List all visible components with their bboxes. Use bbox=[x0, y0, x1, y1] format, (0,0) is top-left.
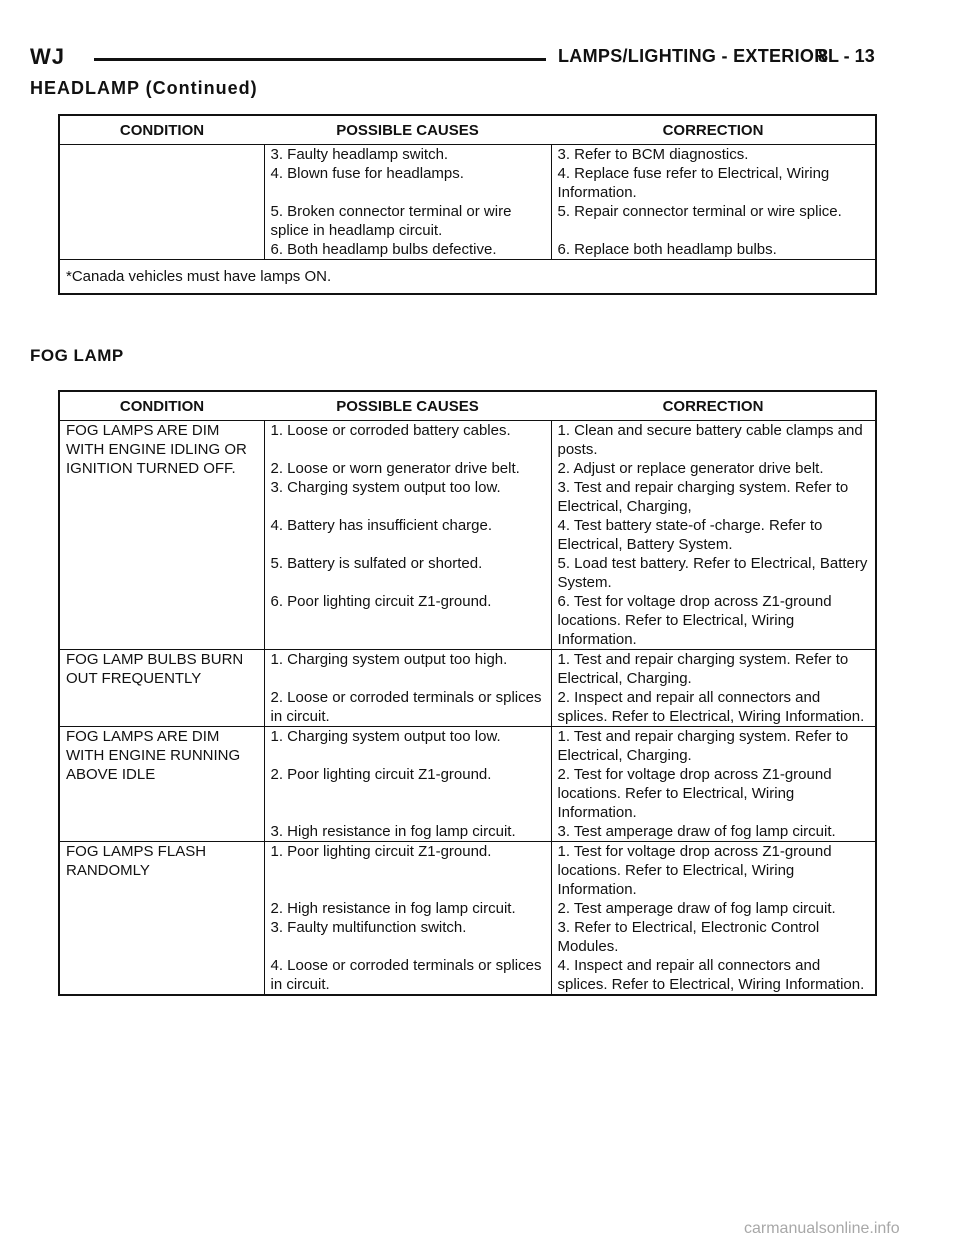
table-row bbox=[59, 421, 876, 460]
correction-cell: 3. Refer to BCM diagnostics. bbox=[551, 145, 876, 165]
table-row bbox=[59, 727, 876, 766]
cause-cell: 2. Loose or corroded terminals or splices in circuit. bbox=[264, 688, 551, 727]
cause-cell: 1. Charging system output too low. bbox=[264, 727, 551, 766]
condition-cell bbox=[59, 145, 264, 260]
table-header-row bbox=[59, 115, 876, 145]
correction-cell: 6. Replace both headlamp bulbs. bbox=[551, 240, 876, 260]
cause-cell: 2. Poor lighting circuit Z1-ground. bbox=[264, 765, 551, 822]
correction-cell: 1. Test and repair charging system. Refer to Electrical, Charging. bbox=[551, 727, 876, 766]
cause-cell: 6. Poor lighting circuit Z1-ground. bbox=[264, 592, 551, 650]
continued-title: HEADLAMP (Continued) bbox=[30, 78, 258, 98]
column-header-condition: CONDITION bbox=[59, 391, 264, 421]
cause-cell: 1. Poor lighting circuit Z1-ground. bbox=[264, 842, 551, 900]
cause-cell: 3. Charging system output too low. bbox=[264, 478, 551, 516]
condition-cell: FOG LAMPS FLASH RANDOMLY bbox=[59, 842, 264, 996]
watermark: carmanualsonline.info bbox=[744, 1220, 900, 1237]
cause-cell: 3. Faulty multifunction switch. bbox=[264, 918, 551, 956]
header-rule bbox=[94, 58, 546, 61]
correction-cell: 4. Replace fuse refer to Electrical, Wiring Information. bbox=[551, 164, 876, 202]
table-note: *Canada vehicles must have lamps ON. bbox=[59, 260, 876, 295]
correction-cell: 3. Test amperage draw of fog lamp circuit. bbox=[557, 823, 836, 840]
correction-cell: 2. Test for voltage drop across Z1-ground locations. Refer to Electrical, Wiring Information. bbox=[557, 766, 832, 821]
column-header-causes: POSSIBLE CAUSES bbox=[264, 391, 551, 421]
correction-cell: 2. Inspect and repair all connectors and splices. Refer to Electrical, Wiring Information. bbox=[557, 689, 865, 725]
fog-lamp-title: FOG LAMP bbox=[30, 346, 124, 365]
column-header-correction: CORRECTION bbox=[551, 391, 876, 421]
table-header-row bbox=[59, 391, 876, 421]
cause-cell: 5. Broken connector terminal or wire splice in headlamp circuit. bbox=[264, 202, 551, 240]
cause-cell: 1. Loose or corroded battery cables. bbox=[264, 421, 551, 460]
correction-cell: 5. Load test battery. Refer to Electrical, Battery System. bbox=[557, 555, 868, 591]
table-row bbox=[59, 842, 876, 900]
column-header-condition: CONDITION bbox=[59, 115, 264, 145]
correction-cell: 2. Adjust or replace generator drive belt. bbox=[557, 460, 824, 477]
condition-cell: FOG LAMPS ARE DIM WITH ENGINE IDLING OR IGNITION TURNED OFF. bbox=[59, 421, 264, 650]
correction-cell: 1. Test and repair charging system. Refer to Electrical, Charging. bbox=[551, 650, 876, 689]
column-header-causes: POSSIBLE CAUSES bbox=[264, 115, 551, 145]
column-header-correction: CORRECTION bbox=[551, 115, 876, 145]
model-code: WJ bbox=[30, 44, 65, 69]
fog-lamp-diagnosis-table bbox=[58, 390, 877, 996]
cause-cell: 2. Loose or worn generator drive belt. bbox=[264, 459, 551, 478]
correction-cell: 3. Refer to Electrical, Electronic Control Modules. bbox=[557, 919, 820, 955]
page-header bbox=[30, 44, 878, 74]
cause-cell: 3. Faulty headlamp switch. bbox=[264, 145, 551, 165]
correction-cell: 3. Test and repair charging system. Refer to Electrical, Charging, bbox=[557, 479, 849, 515]
correction-cell: 5. Repair connector terminal or wire splice. bbox=[551, 202, 876, 240]
correction-cell: 1. Test for voltage drop across Z1-ground locations. Refer to Electrical, Wiring Information. bbox=[551, 842, 876, 900]
cause-cell: 4. Loose or corroded terminals or splices in circuit. bbox=[264, 956, 551, 995]
correction-cell: 6. Test for voltage drop across Z1-ground locations. Refer to Electrical, Wiring Information. bbox=[557, 593, 832, 648]
note-row bbox=[59, 260, 876, 295]
cause-cell: 4. Blown fuse for headlamps. bbox=[264, 164, 551, 202]
cause-cell: 3. High resistance in fog lamp circuit. bbox=[264, 822, 551, 842]
cause-cell: 4. Battery has insufficient charge. bbox=[264, 516, 551, 554]
correction-cell: 4. Inspect and repair all connectors and splices. Refer to Electrical, Wiring Information. bbox=[557, 957, 865, 993]
condition-cell: FOG LAMPS ARE DIM WITH ENGINE RUNNING ABOVE IDLE bbox=[59, 727, 264, 842]
section-title: LAMPS/LIGHTING - EXTERIOR bbox=[558, 46, 828, 66]
correction-cell: 1. Clean and secure battery cable clamps and posts. bbox=[557, 422, 863, 458]
correction-cell: 2. Test amperage draw of fog lamp circuit. bbox=[557, 900, 836, 917]
condition-cell: FOG LAMP BULBS BURN OUT FREQUENTLY bbox=[59, 650, 264, 727]
cause-cell: 6. Both headlamp bulbs defective. bbox=[264, 240, 551, 260]
cause-cell: 1. Charging system output too high. bbox=[264, 650, 551, 689]
table-row bbox=[59, 145, 876, 165]
page-number: 8L - 13 bbox=[818, 46, 875, 66]
cause-cell: 2. High resistance in fog lamp circuit. bbox=[264, 899, 551, 918]
headlamp-diagnosis-table bbox=[58, 114, 877, 295]
table-row bbox=[59, 650, 876, 689]
correction-cell: 4. Test battery state-of -charge. Refer to Electrical, Battery System. bbox=[557, 517, 823, 553]
cause-cell: 5. Battery is sulfated or shorted. bbox=[264, 554, 551, 592]
